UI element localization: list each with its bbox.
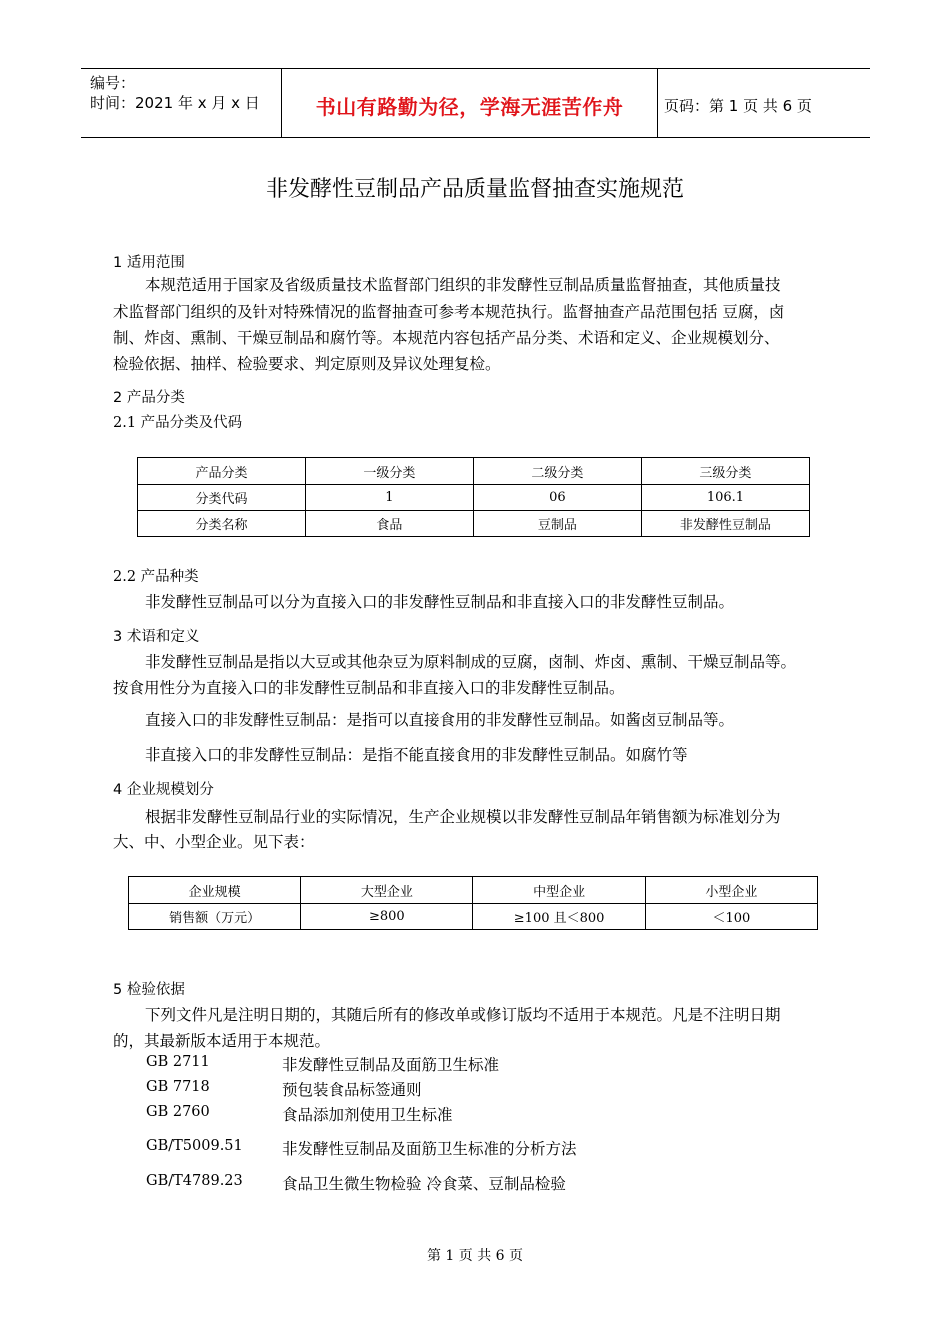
- reference-name: 预包装食品标签通则: [282, 1081, 422, 1099]
- table-row: [129, 904, 818, 930]
- section-4-heading: 4 企业规模划分: [113, 782, 214, 798]
- number-label: 编号：: [90, 74, 136, 92]
- table-row: [138, 485, 810, 511]
- reference-name: 食品卫生微生物检验 冷食菜、豆制品检验: [282, 1175, 566, 1193]
- table-cell: 06: [473, 485, 641, 511]
- table-cell: 企业规模: [129, 877, 301, 904]
- header-motto-box: [281, 69, 658, 137]
- table-cell: 销售额（万元）: [129, 904, 301, 930]
- document-title: 非发酵性豆制品产品质量监督抽查实施规范: [265, 177, 684, 202]
- header-info: [81, 69, 281, 137]
- table-cell: 中型企业: [473, 877, 645, 904]
- table-row: [138, 511, 810, 537]
- reference-code: GB 2711: [146, 1054, 210, 1070]
- table-cell: 分类代码: [138, 485, 306, 511]
- document-header: [81, 68, 870, 138]
- section-4-line-2: 大、中、小型企业。见下表：: [113, 833, 315, 851]
- table-cell: 三级分类: [641, 458, 809, 485]
- section-3-line-2: 按食用性分为直接入口的非发酵性豆制品和非直接入口的非发酵性豆制品。: [113, 679, 625, 697]
- section-5-line-2: 的，其最新版本适用于本规范。: [113, 1032, 331, 1050]
- section-3-line-3: 直接入口的非发酵性豆制品：是指可以直接食用的非发酵性豆制品。如酱卤豆制品等。: [145, 711, 735, 729]
- section-2-2-heading: 2.2 产品种类: [113, 569, 199, 585]
- reference-code: GB/T4789.23: [146, 1173, 243, 1189]
- section-3-line-4: 非直接入口的非发酵性豆制品：是指不能直接食用的非发酵性豆制品。如腐竹等: [145, 746, 688, 764]
- table-cell: 一级分类: [305, 458, 473, 485]
- section-2-1-heading: 2.1 产品分类及代码: [113, 415, 243, 431]
- table-row: [138, 458, 810, 485]
- page-indicator: 页码：第 1 页 共 6 页: [664, 97, 812, 115]
- date-label: 时间：2021 年 x 月 x 日: [90, 94, 260, 112]
- table-row: [129, 877, 818, 904]
- section-1-heading: 1 适用范围: [113, 255, 185, 271]
- reference-code: GB 7718: [146, 1079, 210, 1095]
- section-1-line-4: 检验依据、抽样、检验要求、判定原则及异议处理复检。: [113, 355, 501, 373]
- section-3-heading: 3 术语和定义: [113, 629, 200, 645]
- product-classification-table: [137, 457, 810, 537]
- motto-text: 书山有路勤为径，学海无涯苦作舟: [315, 95, 624, 119]
- section-4-line-1: 根据非发酵性豆制品行业的实际情况，生产企业规模以非发酵性豆制品年销售额为标准划分为: [145, 808, 781, 826]
- table-cell: 小型企业: [645, 877, 817, 904]
- reference-name: 非发酵性豆制品及面筋卫生标准: [282, 1056, 500, 1074]
- section-2-heading: 2 产品分类: [113, 390, 185, 406]
- table-cell: 106.1: [641, 485, 809, 511]
- reference-name: 食品添加剂使用卫生标准: [282, 1106, 453, 1124]
- section-5-heading: 5 检验依据: [113, 982, 185, 998]
- enterprise-scale-table: [128, 876, 818, 930]
- table-cell: 1: [305, 485, 473, 511]
- section-1-line-3: 制、炸卤、熏制、干燥豆制品和腐竹等。本规范内容包括产品分类、术语和定义、企业规模划分、: [113, 329, 780, 347]
- reference-code: GB/T5009.51: [146, 1138, 243, 1154]
- table-cell: 分类名称: [138, 511, 306, 537]
- table-cell: 非发酵性豆制品: [641, 511, 809, 537]
- section-3-line-1: 非发酵性豆制品是指以大豆或其他杂豆为原料制成的豆腐，卤制、炸卤、熏制、干燥豆制品等。: [145, 653, 797, 671]
- table-cell: 二级分类: [473, 458, 641, 485]
- reference-name: 非发酵性豆制品及面筋卫生标准的分析方法: [282, 1140, 577, 1158]
- section-1-line-2: 术监督部门组织的及针对特殊情况的监督抽查可参考本规范执行。监督抽查产品范围包括 豆腐，卤: [113, 303, 785, 321]
- section-2-2-text: 非发酵性豆制品可以分为直接入口的非发酵性豆制品和非直接入口的非发酵性豆制品。: [145, 593, 735, 611]
- section-5-line-1: 下列文件凡是注明日期的，其随后所有的修改单或修订版均不适用于本规范。凡是不注明日期: [145, 1006, 781, 1024]
- table-cell: ≥800: [301, 904, 473, 930]
- section-1-line-1: 本规范适用于国家及省级质量技术监督部门组织的非发酵性豆制品质量监督抽查，其他质量技: [145, 276, 781, 294]
- table-cell: 大型企业: [301, 877, 473, 904]
- reference-code: GB 2760: [146, 1104, 210, 1120]
- table-cell: 产品分类: [138, 458, 306, 485]
- table-cell: ＜100: [645, 904, 817, 930]
- table-cell: ≥100 且＜800: [473, 904, 645, 930]
- table-cell: 豆制品: [473, 511, 641, 537]
- page-footer: 第 1 页 共 6 页: [426, 1248, 524, 1264]
- table-cell: 食品: [305, 511, 473, 537]
